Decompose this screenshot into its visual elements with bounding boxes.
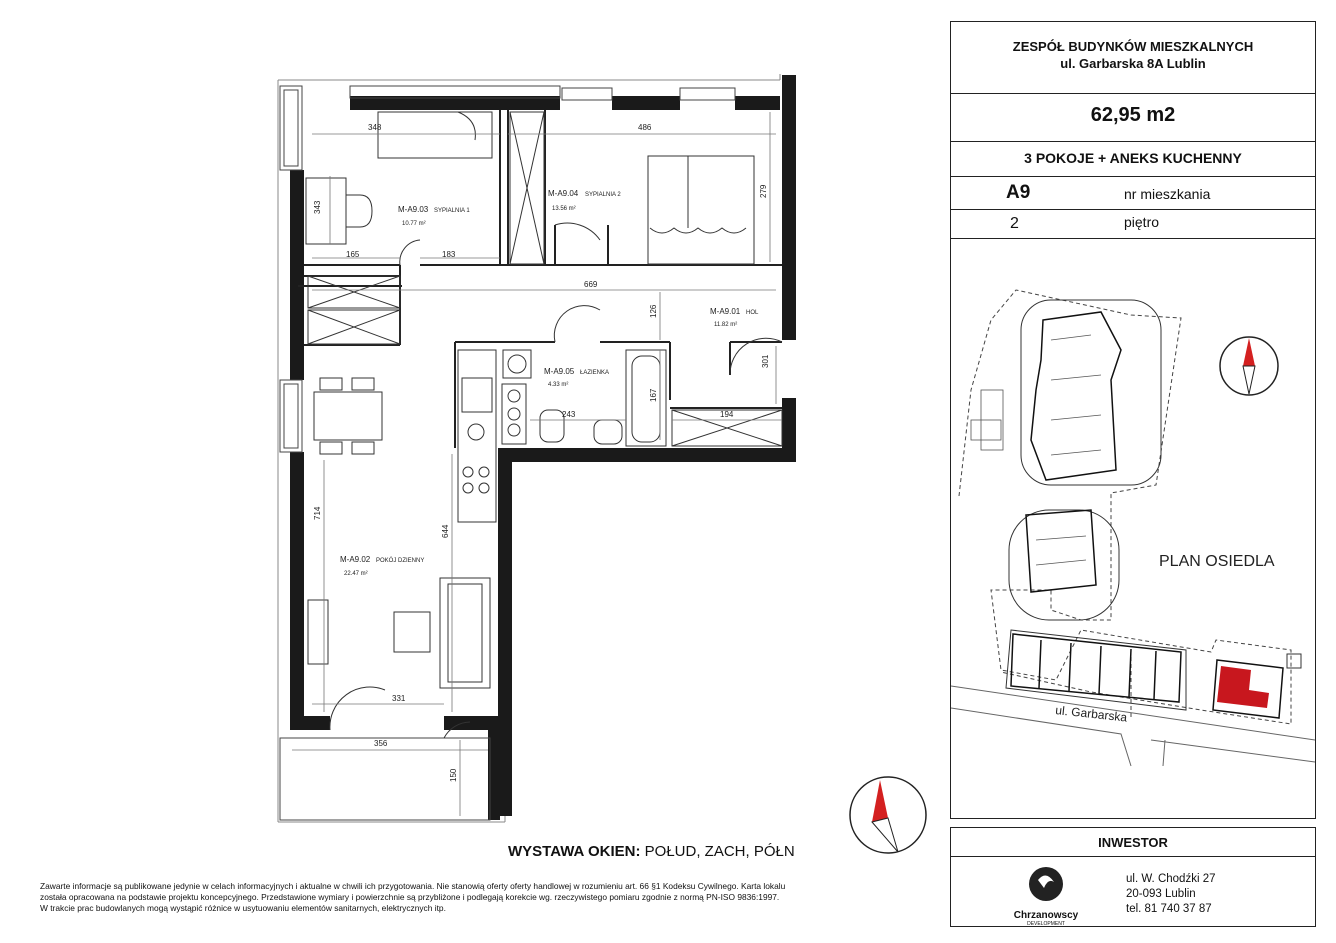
highlighted-apartment [1217, 666, 1269, 708]
disclaimer [40, 881, 920, 914]
dim-279: 279 [759, 184, 768, 198]
investor-heading: INWESTOR [1098, 835, 1168, 850]
site-street-label: ul. Garbarska [1054, 703, 1128, 725]
investor-phone: tel. 81 740 37 87 [1126, 903, 1212, 915]
dim-343: 343 [313, 200, 322, 214]
room-area-hol: 11.82 m² [714, 322, 738, 328]
project-address: ul. Garbarska 8A Lublin [1060, 56, 1206, 71]
room-area-lazienka: 4.33 m² [548, 382, 569, 388]
divider [950, 209, 1316, 210]
exposure-value: POŁUD, ZACH, PÓŁN [644, 843, 795, 860]
divider [950, 176, 1316, 177]
room-name-sypialnia-1: SYPIALNIA 1 [434, 208, 470, 214]
room-code-pokoj-dzienny: M-A9.02 [340, 555, 371, 564]
apartment-layout: 3 POKOJE + ANEKS KUCHENNY [1024, 150, 1242, 166]
room-code-hol: M-A9.01 [710, 307, 741, 316]
dim-126: 126 [649, 304, 658, 318]
project-name: ZESPÓŁ BUDYNKÓW MIESZKALNYCH [1012, 39, 1254, 54]
divider [950, 238, 1316, 239]
divider [950, 856, 1316, 857]
project-title [950, 38, 1316, 72]
dim-714: 714 [313, 506, 322, 520]
investor-logo [996, 862, 1096, 927]
dim-356: 356 [374, 739, 388, 748]
apartment-code-label: nr mieszkania [1124, 186, 1211, 202]
site-plan [951, 240, 1315, 818]
investor-address [1126, 872, 1215, 917]
room-name-hol: HOL [746, 310, 759, 316]
dim-669: 669 [584, 280, 598, 289]
room-name-lazienka: ŁAZIENKA [580, 370, 610, 376]
logo-subtext: DEVELOPMENT [1027, 921, 1065, 927]
dim-165: 165 [346, 250, 360, 259]
dim-150: 150 [449, 768, 458, 782]
room-name-pokoj-dzienny: POKÓJ DZIENNY [376, 558, 425, 564]
north-arrow-icon [850, 777, 926, 853]
dim-644: 644 [441, 524, 450, 538]
site-plan-label: PLAN OSIEDLA [1159, 553, 1275, 570]
dim-167: 167 [649, 388, 658, 402]
window-exposure [508, 843, 795, 860]
room-code-sypialnia-1: M-A9.03 [398, 205, 429, 214]
investor-street: ul. W. Chodźki 27 [1126, 873, 1216, 885]
dim-243: 243 [562, 410, 576, 419]
logo-mark-icon [996, 862, 1096, 906]
exposure-label: WYSTAWA OKIEN: [508, 843, 641, 860]
room-code-sypialnia-2: M-A9.04 [548, 189, 579, 198]
room-code-lazienka: M-A9.05 [544, 367, 575, 376]
disclaimer-line-1: Zawarte informacje są publikowane jedynie w celach informacyjnych i aktualne w chwili ich przygotowania. Nie stanowią oferty oferty handlowej w rozumieniu art. 66 §1 Kodeksu Cywilnego. Karta lokalu [40, 881, 786, 891]
dim-348: 348 [368, 123, 382, 132]
dim-331: 331 [392, 694, 406, 703]
dim-183: 183 [442, 250, 456, 259]
divider [950, 93, 1316, 94]
dim-301: 301 [761, 354, 770, 368]
room-area-sypialnia-2: 13.56 m² [552, 206, 576, 212]
apartment-area: 62,95 m2 [1090, 104, 1176, 126]
room-name-sypialnia-2: SYPIALNIA 2 [585, 192, 621, 198]
floor-number: 2 [1010, 215, 1019, 232]
dim-194: 194 [720, 410, 734, 419]
dim-486: 486 [638, 123, 652, 132]
disclaimer-line-3: W trakcie prac budowlanych mogą wystąpić różnice w usytuowaniu elementów sanitarnych, elektrycznych itp. [40, 903, 446, 913]
site-north-arrow-icon [1220, 337, 1278, 395]
investor-city: 20-093 Lublin [1126, 888, 1196, 900]
logo-text: Chrzanowscy [1013, 910, 1079, 921]
divider [950, 141, 1316, 142]
floor-label: piętro [1124, 214, 1160, 230]
room-area-sypialnia-1: 10.77 m² [402, 221, 426, 227]
room-area-pokoj-dzienny: 22.47 m² [344, 571, 368, 577]
apartment-code: A9 [1006, 182, 1031, 203]
disclaimer-line-2: została opracowana na podstawie projektu koncepcyjnego. Przedstawione wymiary i powierzchnie są przybliżone i podlegają korekcie wg. rzeczywistego pomiaru zgodnie z normą PN-ISO 9836:1997. [40, 892, 780, 902]
